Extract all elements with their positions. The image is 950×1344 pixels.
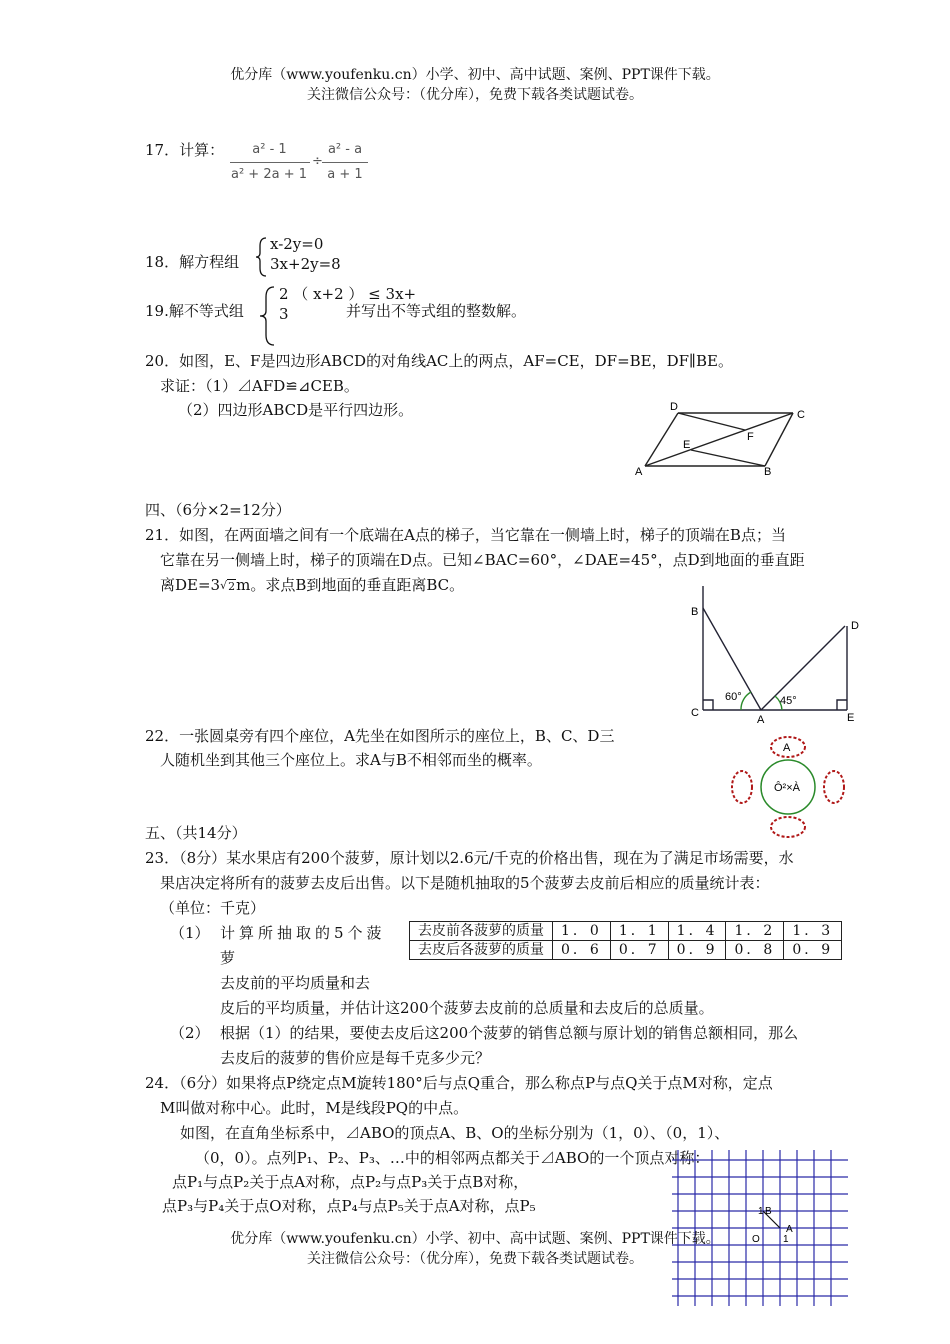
- q20-label-b: B: [764, 466, 772, 478]
- q23-line-3: （单位：千克）: [160, 899, 266, 917]
- table-cell: 1．1: [610, 922, 668, 941]
- q24-line-4: （0，0）。点列P₁、P₂、P₃、…中的相邻两点都关于⊿ABO的一个顶点对称：: [195, 1149, 710, 1167]
- footer-line-2: 关注微信公众号：（优分库），免费下载各类试题试卷。: [307, 1251, 643, 1267]
- q23-part-1-text-c: 去皮前的平均质量和去: [220, 974, 371, 992]
- q19-brace: [258, 285, 276, 347]
- q17-frac2-denominator: a + 1: [327, 167, 363, 182]
- table-row: [410, 941, 842, 960]
- table-cell: 0．8: [726, 941, 784, 960]
- q20-label-c: C: [797, 409, 805, 421]
- q20-label-e: E: [683, 439, 691, 451]
- q18-brace: [254, 236, 268, 278]
- q21-line-3-end: m。求点B到地面的垂直距离BC。: [236, 576, 465, 594]
- q21-angle-45: 45°: [780, 695, 797, 707]
- q20-label-a: A: [635, 466, 643, 478]
- q21-line-2: 它靠在另一侧墙上时，梯子的顶端在D点。已知∠BAC=60°，∠DAE=45°，点D到地面的垂直距: [160, 551, 805, 569]
- section-4-heading: 四、（6分×2=12分）: [145, 501, 291, 519]
- q17-divide-sign: ÷: [312, 154, 323, 169]
- q24-tick-1-y: 1: [758, 1206, 764, 1217]
- section-5-heading: 五、（共14分）: [145, 824, 247, 842]
- q23-part-2-number: （2）: [170, 1024, 210, 1042]
- q17-frac1-numerator: a² - 1: [252, 142, 287, 157]
- q22-seat-a-label: A: [783, 742, 791, 754]
- q24-line-3: 如图，在直角坐标系中，⊿ABO的顶点A、B、O的坐标分别为（1，0）、（0，1）、: [180, 1124, 730, 1142]
- q20-line-3: （2）四边形ABCD是平行四边形。: [178, 401, 414, 419]
- table-cell: 0．9: [668, 941, 726, 960]
- table-cell: 1．4: [668, 922, 726, 941]
- q23-part-1-text-d: 皮后的平均质量，并估计这200个菠萝去皮前的总质量和去皮后的总质量。: [220, 999, 714, 1017]
- table-cell: 0．9: [784, 941, 842, 960]
- header-line-2: 关注微信公众号：（优分库），免费下载各类试题试卷。: [307, 87, 643, 103]
- q20-line-1: 20．如图，E、F是四边形ABCD的对角线AC上的两点，AF=CE，DF=BE，DF∥BE。: [145, 352, 733, 370]
- q21-label-d: D: [851, 620, 859, 632]
- q21-line-1: 21．如图，在两面墙之间有一个底端在A点的梯子，当它靠在一侧墙上时，梯子的顶端在B点；当: [145, 526, 786, 544]
- table-cell: 1．0: [553, 922, 611, 941]
- footer-line-1: 优分库（www.youfenku.cn）小学、初中、高中试题、案例、PPT课件下载。: [230, 1231, 720, 1247]
- q24-line-5: 点P₁与点P₂关于点A对称，点P₂与点P₃关于点B对称，: [172, 1173, 529, 1191]
- q21-label-b: B: [691, 606, 699, 618]
- q21-sqrt-radicand: 2: [228, 580, 236, 593]
- q23-part-1-text-a: 计算所抽取的5个菠: [220, 924, 386, 942]
- q20-parallelogram-figure: [625, 398, 815, 478]
- q20-label-f: F: [747, 431, 754, 443]
- q20-line-2: 求证：（1）⊿AFD≌⊿CEB。: [160, 377, 359, 395]
- q24-label-o: O: [752, 1234, 760, 1245]
- q22-line-1: 22．一张圆桌旁有四个座位，A先坐在如图所示的座位上，B、C、D三: [145, 727, 615, 745]
- q19-tail: 并写出不等式组的整数解。: [346, 302, 527, 320]
- q21-label-e: E: [847, 712, 855, 724]
- sqrt-symbol: √: [220, 579, 228, 592]
- q18-equation-2: 3x+2y=8: [270, 255, 341, 273]
- q23-part-1-text-b: 萝: [220, 949, 236, 967]
- q20-label-d: D: [670, 401, 678, 413]
- q22-line-2: 人随机坐到其他三个座位上。求A与B不相邻而坐的概率。: [160, 751, 542, 769]
- q24-label-a: A: [786, 1224, 793, 1235]
- header-line-1: 优分库（www.youfenku.cn）小学、初中、高中试题、案例、PPT课件下载。: [230, 67, 720, 83]
- q21-label-a: A: [757, 714, 765, 726]
- q18-label: 18．解方程组: [145, 253, 240, 271]
- q23-line-2: 果店决定将所有的菠萝去皮后出售。以下是随机抽取的5个菠萝去皮前后相应的质量统计表：: [160, 874, 770, 892]
- q21-line-3-start: 离DE=3: [160, 576, 221, 594]
- q18-equation-1: x-2y=0: [270, 235, 324, 253]
- q19-label: 19.解不等式组: [145, 302, 244, 320]
- q24-line-6: 点P₃与P₄关于点O对称，点P₄与点P₅关于点A对称，点P₅: [162, 1197, 536, 1215]
- q23-part-2-text-a: 根据（1）的结果，要使去皮后这200个菠萝的销售总额与原计划的销售总额相同，那么: [220, 1024, 799, 1042]
- table-row-label: 去皮前各菠萝的质量: [410, 922, 553, 941]
- q17-frac1-bar: [230, 162, 310, 163]
- q24-line-1: 24．（6分）如果将点P绕定点M旋转180°后与点Q重合，那么称点P与点Q关于点M对称，定点: [145, 1074, 773, 1092]
- q21-label-c: C: [691, 707, 699, 719]
- q24-tick-1-x: 1: [783, 1234, 789, 1245]
- q24-line-2: M叫做对称中心。此时，M是线段PQ的中点。: [160, 1099, 469, 1117]
- pineapple-mass-table: [409, 921, 842, 960]
- q19-inequality-2: 3: [279, 305, 289, 323]
- q23-line-1: 23．（8分）某水果店有200个菠萝，原计划以2.6元/千克的价格出售，现在为了满足市场需要，水: [145, 849, 794, 867]
- q23-part-2-text-b: 去皮后的菠萝的售价应是每千克多少元？: [220, 1049, 491, 1067]
- q21-line-3: [160, 573, 464, 599]
- q17-frac2-bar: [322, 162, 368, 163]
- q17-frac2-numerator: a² - a: [327, 142, 363, 157]
- q24-coordinate-grid: [672, 1150, 850, 1308]
- q24-label-b: B: [765, 1206, 772, 1217]
- table-cell: 1．3: [784, 922, 842, 941]
- q19-inequality-1: 2 （ x+2 ） ≤ 3x+: [279, 285, 417, 303]
- q17-frac1-denominator: a² + 2a + 1: [230, 167, 307, 182]
- q22-table-label: Ô²×À: [774, 782, 800, 794]
- table-cell: 0．6: [553, 941, 611, 960]
- q21-ladder-figure: [685, 586, 865, 726]
- q17-label: 17．计算：: [145, 141, 225, 159]
- table-row-label: 去皮后各菠萝的质量: [410, 941, 553, 960]
- q22-round-table-figure: [728, 734, 848, 840]
- q23-part-1-number: （1）: [170, 924, 210, 942]
- table-cell: 1．2: [726, 922, 784, 941]
- table-row: [410, 922, 842, 941]
- q21-angle-60: 60°: [725, 691, 742, 703]
- table-cell: 0．7: [610, 941, 668, 960]
